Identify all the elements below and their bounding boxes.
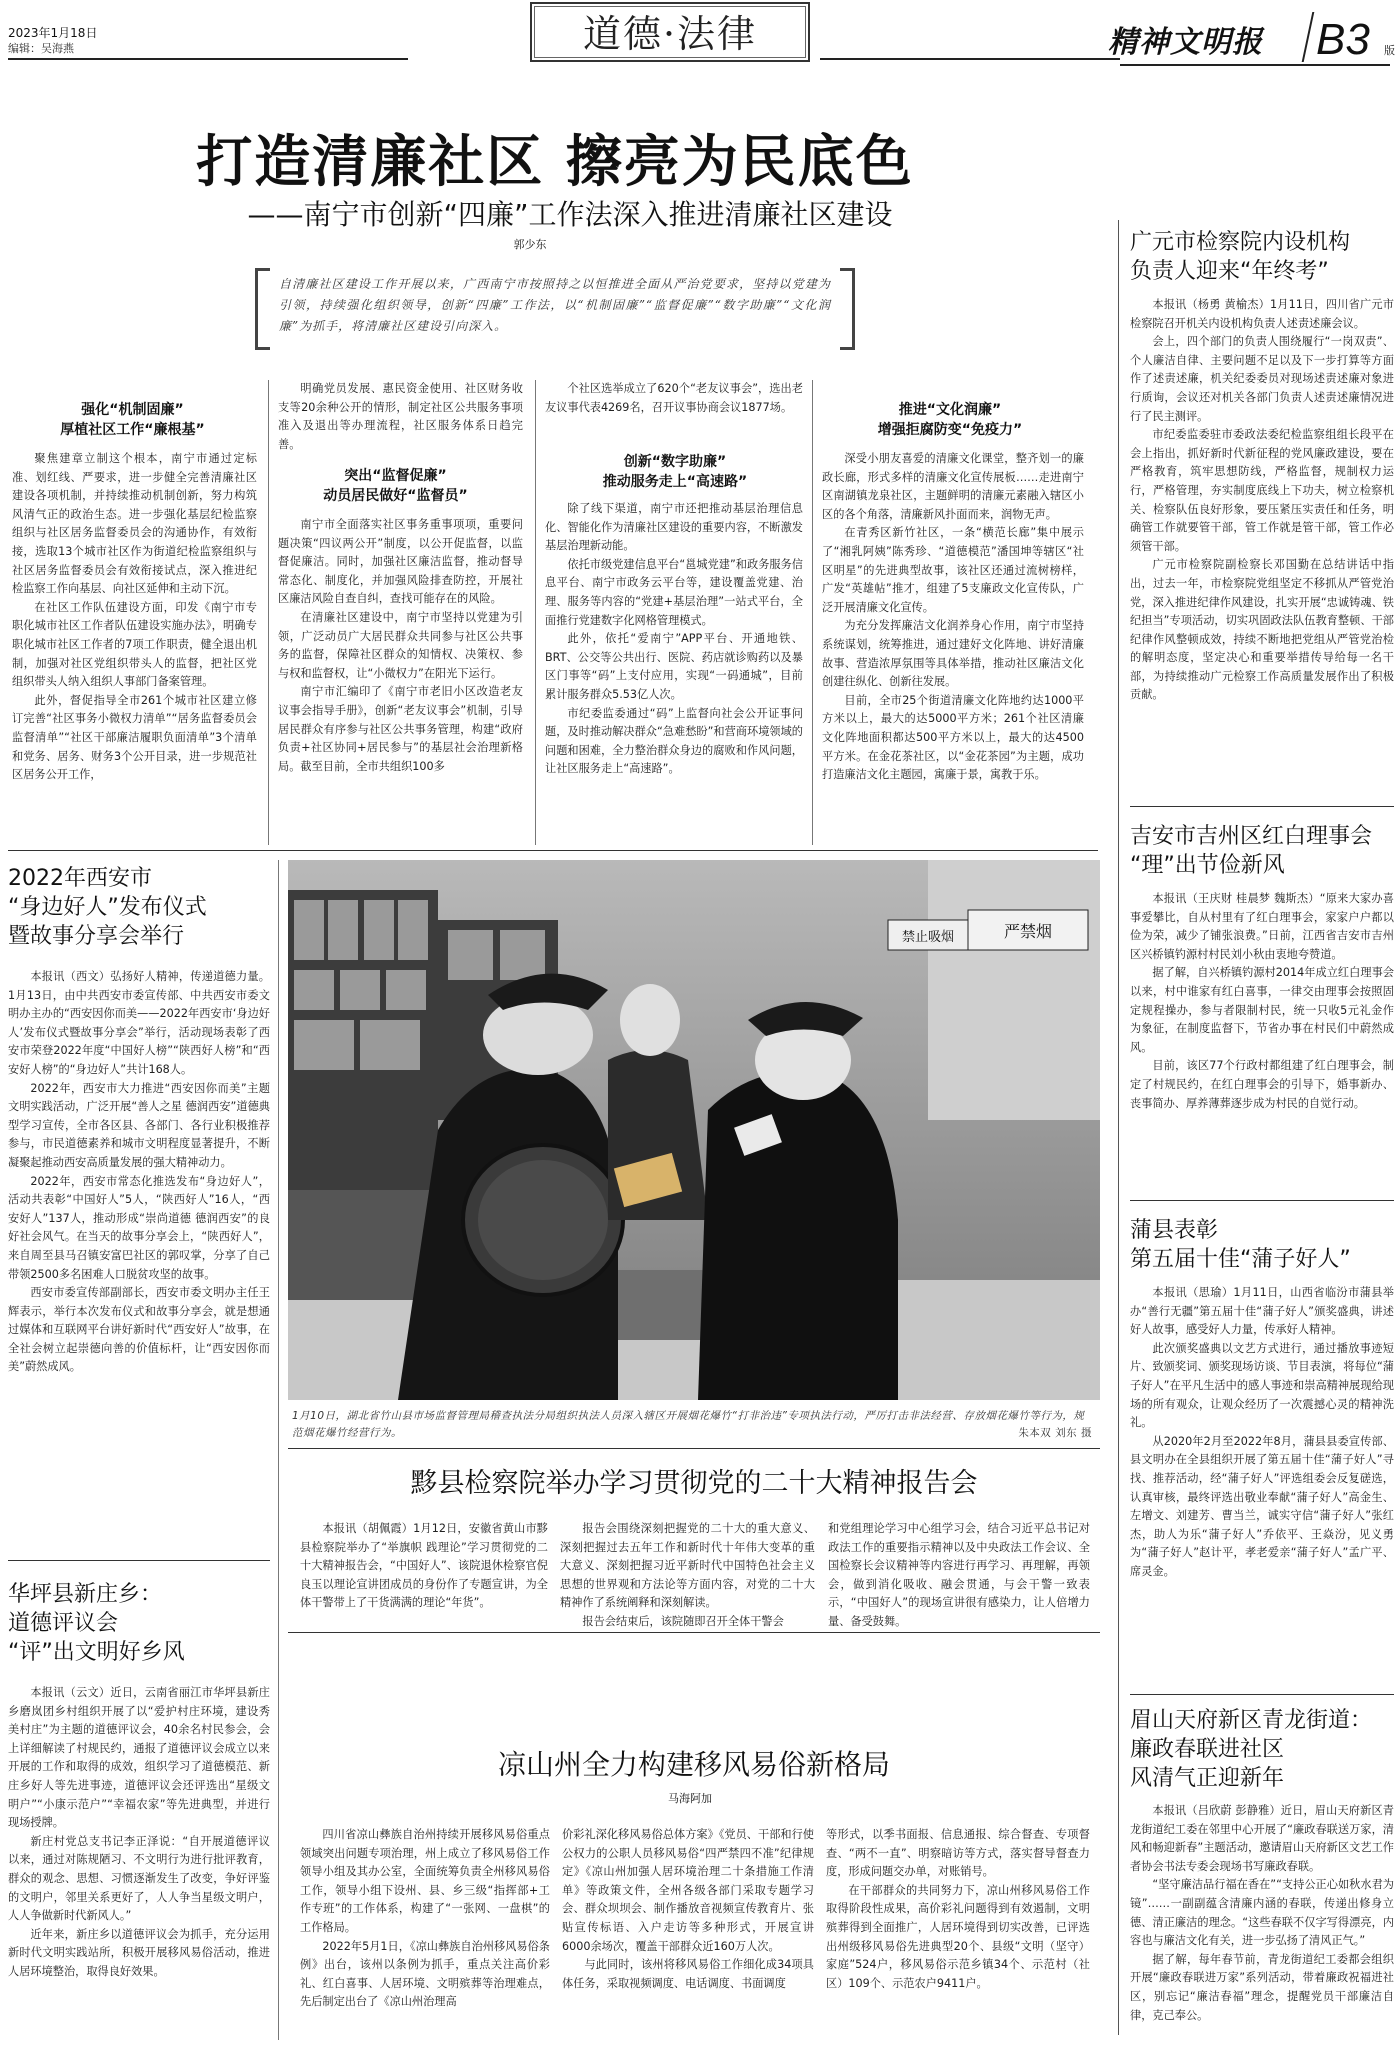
section-name: 道德·法律 <box>582 12 758 56</box>
lead-abstract-box <box>255 268 855 344</box>
article-liangshan-byline: 马海阿加 <box>668 1792 712 1805</box>
brief-body-puxian <box>1130 1284 1394 1686</box>
article-yixian-col3 <box>828 1520 1090 1628</box>
brief-title-line: 廉政春联进社区 <box>1130 1737 1285 1762</box>
brief-title-line: “身边好人”发布仪式 <box>8 895 207 920</box>
brief-title-puxian <box>1130 1216 1392 1274</box>
paragraph: 除了线下渠道，南宁市还把推动基层治理信息化、智能化作为清廉社区建设的重要内容，不断激发基层治理新动能。 <box>545 502 803 553</box>
paragraph: 报告会围绕深刻把握党的二十大的重大意义、深刻把握过去五年工作和新时代十年伟大变革的重大意义、深刻把握习近平新时代中国特色社会主义思想的世界观和方法论等方面内容，对党的二十大精神作了系统阐释和深刻解读。 <box>560 1522 815 1610</box>
photo-sign-text: 禁止吸烟 <box>901 930 955 945</box>
paper-name: 精神文明报 <box>1108 25 1263 60</box>
brief-title-line: 吉安市吉州区红白理事会 <box>1130 824 1373 849</box>
article-yixian-col2 <box>560 1520 815 1628</box>
lead-column-2-top <box>278 380 523 458</box>
brief-title-line: 第五届十佳“蒲子好人” <box>1130 1247 1351 1272</box>
paragraph: 在清廉社区建设中，南宁市坚持以党建为引领，广泛动员广大居民群众共同参与社区公共事务的监督，保障社区群众的知情权、决策权、参与权和监督权，让“小微权力”在阳光下运行。 <box>278 610 523 680</box>
paragraph: 个社区选举成立了620个“老友议事会”，选出老友议事代表4269名，召开议事协商会议1877场。 <box>545 382 803 414</box>
section-head-line: 突出“监督促廉” <box>344 468 447 484</box>
brief-title-jian <box>1130 822 1392 880</box>
lead-column-2 <box>278 516 523 844</box>
photo-caption-text: 1月10日，湖北省竹山县市场监督管理局稽查执法分局组织执法人员深入辖区开展烟花爆竹“打非治违”专项执法行动，严厉打击非法经营、存放烟花爆竹等行为，规范烟花爆竹经营行为。 <box>292 1410 1085 1439</box>
lead-section-head-3 <box>550 452 800 492</box>
paragraph: 此次颁奖盛典以文艺方式进行，通过播放事迹短片、致颁奖词、颁奖现场访谈、节目表演，将每位“蒲子好人”在平凡生活中的感人事迹和崇高精神展现给现场的所有观众，让观众经历了一次震撼心灵的精神洗礼。 <box>1130 1341 1394 1430</box>
paragraph: 在干部群众的共同努力下，凉山州移风易俗工作取得阶段性成果，高价彩礼问题得到有效遏制，文明殡葬得到全面推广，人居环境得到切实改善，已评选出州级移风易俗先进典型20个、县级“文明（坚守）家庭”524户，移风易俗示范乡镇34个、示范村（社区）109个、示范农户9411户。 <box>826 1883 1090 1990</box>
paragraph: 市纪委监委驻市委政法委纪检监察组组长段平在会上指出，抓好新时代新征程的党风廉政建设，要在严格教育，筑牢思想防线，严格监督，规制权力运行，严格管理，夯实制度底线上下功夫，树立检察机关、检察队伍良好形象，要压紧压实责任和任务，明确管工作就要管干部，管工作就是管干部，管工作必须管干部。 <box>1130 428 1394 553</box>
photo-sign-text: 严禁烟 <box>1003 922 1053 941</box>
paragraph: 近年来，新庄乡以道德评议会为抓手，充分运用新时代文明实践站所，积极开展移风易俗活动，推进人居环境整治，取得良好效果。 <box>8 1927 270 1978</box>
lead-section-head-1 <box>30 400 235 440</box>
paragraph: 为充分发挥廉洁文化润养身心作用，南宁市坚持系统谋划，统筹推进，通过建好文化阵地、讲好清廉故事、营造浓厚氛围等具体举措，推动社区廉洁文化创建往纵化、创新往发展。 <box>822 619 1084 689</box>
lead-abstract: 自清廉社区建设工作开展以来，广西南宁市按照持之以恒推进全面从严治党要求，坚持以党建为引领，持续强化组织领导，创新“四廉”工作法，以“机制固廉”“监督促廉”“数字助廉”“文化润廉”为抓手，将清廉社区建设引向深入。 <box>279 277 831 333</box>
brief-title-line: 眉山天府新区青龙街道： <box>1130 1708 1373 1733</box>
brief-body-meishan <box>1130 1802 1394 2040</box>
paragraph: 报告会结束后，该院随即召开全体干警会 <box>582 1614 784 1628</box>
paragraph: 目前，全市25个街道清廉文化阵地约达1000平方米以上，最大的达5000平方米；261个社区清廉文化阵地面积都达500平方米以上，最大的达4500平方米。在金花茶社区，以“金花茶园”为主题，成功打造廉洁文化主题园，寓廉于景，寓教于乐。 <box>822 693 1084 782</box>
paragraph: 在社区工作队伍建设方面，印发《南宁市专职化城市社区工作者队伍建设实施办法》，明确专职化城市社区工作者的7项工作职责，健全退出机制，加强对社区党组织带头人的监督，把社区党组织带头人纳入组织人事部门备案管理。 <box>12 600 257 689</box>
paragraph: 此外，依托“爱南宁”APP平台、开通地铁、BRT、公交等公共出行、医院、药店就诊购药以及暴区门事等“码”上支付应用，实现“一码通城”，目前累计服务群众5.53亿人次。 <box>545 632 803 701</box>
article-yixian-col1 <box>300 1520 548 1620</box>
brief-body-jian <box>1130 890 1394 1190</box>
article-title-liangshan: 凉山州全力构建移风易俗新格局 <box>497 1748 890 1781</box>
paragraph: 广元市检察院副检察长邓国勤在总结讲话中指出，过去一年，市检察院党组坚定不移抓从严管党治党，深入推进纪律作风建设，扎实开展“忠诚铸魂、铁纪担当”专项活动，切实巩固政法队伍教育整顿、干部纪律作风整顿成效，持续不断地把党组从严管党治检的解明态度，坚定决心和重要举措传导给每一名干部，为持续推动广元检察工作高质量发展作出了积极贡献。 <box>1130 558 1394 702</box>
lead-column-4 <box>822 450 1084 844</box>
section-head-line: 增强拒腐防变“免疫力” <box>877 422 1023 438</box>
article-title-yixian: 黟县检察院举办学习贯彻党的二十大精神报告会 <box>410 1468 978 1499</box>
paragraph: 据了解，每年春节前，青龙街道纪工委都会组织开展“廉政春联进万家”系列活动，带着廉政祝福进社区，别忘记“廉洁春福”理念，提醒党员干部廉洁自律，克己奉公。 <box>1130 1952 1394 2022</box>
paragraph: 价彩礼深化移风易俗总体方案》《党员、干部和行使公权力的公职人员移风易俗“四严禁四不准”纪律规定》《凉山州加强人居环境治理二十条措施工作清单》等政策文件，全州各级各部门采取专题学习会、群众坝坝会、制作播放音视频宣传教育片、张贴宣传标语、入户走访等多种形式，开展宣讲6000余场次，覆盖干部群众近160万人次。 <box>562 1828 814 1953</box>
paragraph: 等形式，以季书面报、信息通报、综合督查、专项督查、“两不一直”、明察暗访等方式，落实督导督查力度，形成问题交办单，对账销号。 <box>826 1828 1090 1879</box>
paragraph: 2022年5月1日，《凉山彝族自治州移风易俗条例》出台，该州以条例为抓手，重点关注高价彩礼、红白喜事、人居环境、文明殡葬等治理难点，先后制定出台了《凉山州治理高 <box>300 1939 550 2009</box>
photo-credit: 朱本双 刘东 摄 <box>1018 1427 1092 1439</box>
brief-title-line: “理”出节俭新风 <box>1130 853 1285 878</box>
section-head-line: 强化“机制固廉” <box>81 402 184 418</box>
article-liangshan-col2 <box>562 1826 814 2036</box>
section-head-line: 创新“数字助廉” <box>623 454 727 470</box>
paragraph: 从2020年2月至2022年8月，蒲县县委宣传部、县文明办在全县组织开展了第五届十佳“蒲子好人”寻找、推荐活动，经“蒲子好人”评选组委会反复磋选，认真审核，最终评选出敬业奉献“蒲子好人”高金生、左增文、刘建芳、曹当兰，诚实守信“蒲子好人”张红杰，助人为乐“蒲子好人”乔依平、王焱汾，见义勇为“蒲子好人”赵计平，孝老爱亲“蒲子好人”孟广平、席灵金。 <box>1130 1434 1394 1578</box>
paragraph: “坚守廉洁品行福在香在”“支持公正心如秋水君为镜”……一副副蕴含清廉内涵的春联，传递出修身立德、清正廉洁的理念。“这些春联不仅字写得漂亮，内容也与廉洁文化有关，进一步弘扬了清风正气。” <box>1130 1878 1394 1948</box>
section-head-line: 推进“文化润廉” <box>898 402 1002 418</box>
brief-title-line: 华坪县新庄乡： <box>8 1582 163 1607</box>
section-head-line: 推动服务走上“高速路” <box>602 474 748 490</box>
photo-caption <box>292 1408 1092 1442</box>
lead-section-head-4 <box>825 400 1075 440</box>
paragraph: 西安市委宣传部副部长，西安市委文明办主任王辉表示，举行本次发布仪式和故事分享会，就是想通过媒体和互联网平台讲好新时代“西安好人”故事，在全社会树立起崇德向善的价值标杆，让“西安因你而美”蔚然成风。 <box>8 1286 270 1374</box>
brief-title-meishan <box>1130 1706 1392 1793</box>
paragraph: 2022年，西安市常态化推选发布“身边好人”，活动共表彰“中国好人”5人，“陕西好人”16人，“西安好人”137人，推动形成“崇尚道德 德润西安”的良好社会风气。在当天的故事分享会上，“陕西好人”，来自周至县马召镇安富巴社区的郭叹掌，分享了自己带领2500多名困难人口脱贫攻坚的故事。 <box>8 1174 270 1281</box>
paragraph: 本报讯（西文）弘扬好人精神，传递道德力量。1月13日，由中共西安市委宣传部、中共西安市委文明办主办的“西安因你而美——2022年西安市‘身边好人’发布仪式暨故事分享会”举行，活动现场表彰了西安市荣登2022年度“中国好人榜”“陕西好人榜”和“西安好人榜”的“身边好人”共计168人。 <box>8 970 270 1076</box>
paragraph: 目前，该区77个行政村都组建了红白理事会，制定了村规民约，在红白理事会的引导下，婚事新办、丧事简办、厚养薄葬逐步成为村民的自觉行动。 <box>1130 1059 1394 1110</box>
lead-headline: 打造清廉社区 擦亮为民底色 <box>196 130 914 195</box>
brief-title-line: 负责人迎来“年终考” <box>1130 259 1329 284</box>
lead-column-1 <box>12 450 257 844</box>
paragraph: 和党组理论学习中心组学习会，结合习近平总书记对政法工作的重要指示精神以及中央政法工作会议、全国检察长会议精神等内容进行再学习、再理解，再领会，做到消化吸收、融会贯通，与会干警一致表示，“中国好人”的现场宣讲很有感染力，让人倍增力量、备受鼓舞。 <box>828 1522 1090 1628</box>
brief-title-line: 风清气正迎新年 <box>1130 1766 1285 1791</box>
page-number: B3 <box>1316 15 1370 64</box>
brief-body-guangyuan <box>1130 296 1394 806</box>
article-liangshan-col1 <box>300 1826 550 2036</box>
brief-title-line: “评”出文明好乡风 <box>8 1640 185 1665</box>
article-liangshan-col3 <box>826 1826 1090 2036</box>
paragraph: 依托市级党建信息平台“邕城党建”和政务服务信息平台、南宁市政务云平台等，建设覆盖党建、治理、服务等内容的“党建+基层治理”一站式平台，全面推行党建数字化网格管理模式。 <box>545 557 803 627</box>
paragraph: 本报讯（吕欣蔚 彭静雅）近日，眉山天府新区青龙街道纪工委在邻里中心开展了“廉政春联送万家，清风和畅迎新春”主题活动，邀请眉山天府新区文艺工作者协会书法专委会现场书写廉政春联。 <box>1130 1804 1394 1873</box>
paragraph: 本报讯（云文）近日，云南省丽江市华坪县新庄乡磨岚团乡村组织开展了以“爱护村庄环境，建设秀美村庄”为主题的道德评议会，40余名村民参会，会上详细解读了村规民约，通报了道德评议会成立以来开展的工作和取得的成效，组织学习了道德模范、新庄乡好人等先进事迹，道德评议会还评选出“星级文明户”“小康示范户”“幸福农家”等先进典型，并进行现场授牌。 <box>8 1686 270 1830</box>
paragraph: 新庄村党总支书记李正泽说：“自开展道德评议以来，通过对陈规陋习、不文明行为进行批评教育，群众的观念、思想、习惯逐渐发生了改变，争好评鉴的文明户，邻里关系更好了，人人争当星级文明户，人人争做新时代新风人。” <box>8 1834 270 1923</box>
paragraph: 此外，督促指导全市261个城市社区建立修订完善“社区事务小微权力清单”“居务监督委员会监督清单”“社区干部廉洁履职负面清单”3个清单和党务、居务、财务3个公开目录，进一步规范社区居务公开工作， <box>12 693 257 782</box>
brief-title-line: 道德评议会 <box>8 1611 119 1636</box>
paragraph: 明确党员发展、惠民资金使用、社区财务收支等20余种公开的情形，制定社区公共服务事项准入及退出等办理流程，社区服务体系日趋完善。 <box>278 382 523 451</box>
paragraph: 南宁市全面落实社区事务重事项项，重要问题决策“四议两公开”制度，以公开促监督，以监督促廉洁。同时，加强社区廉洁监督，推动督导常态化、制度化，并加强风险排查防控，开展社区廉洁风险自查自纠，查找可能存在的风险。 <box>278 518 523 606</box>
brief-title-line: 广元市检察院内设机构 <box>1130 230 1351 255</box>
section-head-line: 动员居民做好“监督员” <box>323 488 468 504</box>
paragraph: 本报讯（胡佩霞）1月12日，安徽省黄山市黟县检察院举办了“举旗帜 践理论”学习贯彻党的二十大精神报告会，“中国好人”、该院退休检察官倪良玉以理论宣讲团成员的身份作了专题宣讲，为全体干警带上了干货满满的理论“年货”。 <box>300 1522 548 1610</box>
brief-title-line: 蒲县表彰 <box>1130 1218 1219 1243</box>
paragraph: 四川省凉山彝族自治州持续开展移风易俗重点领域突出问题专项治理，州上成立了移风易俗工作领导小组及其办公室，全面统筹负责全州移风易俗工作，领导小组下设州、县、乡三级“指挥部+工作专班”的工作体系，构建了“一张网、一盘棋”的工作格局。 <box>300 1828 550 1934</box>
page-editor: 编辑：吴海燕 <box>8 42 74 55</box>
issue-date: 2023年1月18日 <box>8 26 98 40</box>
brief-body-huaping <box>8 1684 270 2040</box>
news-photo <box>288 860 1100 1400</box>
lead-section-head-2 <box>278 466 513 506</box>
brief-body-xian <box>8 968 270 1550</box>
brief-title-line: 2022年西安市 <box>8 866 152 891</box>
section-head-line: 厚植社区工作“廉根基” <box>60 422 205 438</box>
news-photo-illustration <box>288 860 1100 1400</box>
page-number-suffix: 版 <box>1384 44 1395 57</box>
paragraph: 本报讯（王庆财 桂晨梦 魏斯杰）“原来大家办喜事爱攀比，自从村里有了红白理事会，家家户户都以俭为荣，减少了铺张浪费。”日前，江西省吉安市吉州区兴桥镇钓源村村民刘小秋由衷地夸赞道。 <box>1130 892 1394 961</box>
section-banner <box>530 2 810 62</box>
paragraph: 市纪委监委通过“码”上监督向社会公开证事问题，及时推动解决群众“急难愁盼”和营商环境领域的问题和困难，全力整治群众身边的腐败和作风问题，让社区服务走上“高速路”。 <box>545 706 803 776</box>
paragraph: 聚焦建章立制这个根本，南宁市通过定标准、划红线、严要求，进一步健全完善清廉社区建设各项机制，并持续推动机制创新，努力构筑风清气正的政治生态。进一步强化基层纪检监察组织与社区居务监督委员会的沟通协作，有效衔接，选取13个城市社区作为街道纪检监察组织与社区居务监督委员会有效衔接试点，深入推进纪检监察工作向基层、向社区延伸和主动下沉。 <box>12 452 257 596</box>
lead-column-3 <box>545 500 803 844</box>
paragraph: 南宁市汇编印了《南宁市老旧小区改造老友议事会指导手册》，创新“老友议事会”机制，引导居民群众有序参与社区公共事务管理，构建“政府负责+社区协同+居民参与”的基层社会治理新格局。截至目前，全市共组织100多 <box>278 685 523 773</box>
paragraph: 深受小朋友喜爱的清廉文化课堂，整齐划一的廉政长廊，形式多样的清廉文化宣传展板……走进南宁区南湖镇龙泉社区，主题鲜明的清廉元素融入辖区小区的各个角落，清廉新风扑面而来，润物无声。 <box>822 452 1084 521</box>
brief-title-guangyuan <box>1130 228 1390 286</box>
paragraph: 在青秀区新竹社区，一条“横范长廊”集中展示了“湘乳阿姨”陈秀珍、“道德模范”潘国坤等辖区“社区明星”的先进典型故事，该社区还通过流树榜样，广发“英雄帖”推才，组建了5支廉政文化宣传队，广泛开展清廉文化宣传。 <box>822 526 1084 614</box>
brief-title-huaping <box>8 1580 268 1667</box>
paragraph: 本报讯（杨勇 黄榆杰）1月11日，四川省广元市检察院召开机关内设机构负责人述责述廉会议。 <box>1130 298 1394 330</box>
paragraph: 本报讯（思瑜）1月11日，山西省临汾市蒲县举办“善行无疆”第五届十佳“蒲子好人”颁奖盛典，讲述好人故事，感受好人力量，传承好人精神。 <box>1130 1286 1394 1337</box>
brief-title-xian <box>8 864 268 951</box>
lead-subheadline: ——南宁市创新“四廉”工作法深入推进清廉社区建设 <box>247 198 893 231</box>
brief-title-line: 暨故事分享会举行 <box>8 924 185 949</box>
paragraph: 2022年，西安市大力推进“西安因你而美”主题文明实践活动，广泛开展“善人之星 德润西安”道德典型学习宣传，全市各区县、各部门、各行业积极推荐参与，市民道德素养和城市文明程度显著提升，不断凝聚起推动西安高质量发展的强大精神动力。 <box>8 1081 270 1169</box>
lead-column-3-top <box>545 380 803 440</box>
paragraph: 据了解，自兴桥镇钓源村2014年成立红白理事会以来，村中谁家有红白喜事，一律交由理事会按照固定规程操办，参与者限制村民，统一只收5元礼金作为象征，在制度监督下，节省办事在村民们中蔚然成风。 <box>1130 966 1394 1054</box>
paragraph: 会上，四个部门的负责人围绕履行“一岗双责”、个人廉洁自律、主要问题不足以及下一步打算等方面作了述责述廉，机关纪委委员对现场述责述廉对象进行质询，会议还对机关各部门负责人述责述廉情况进行了民主测评。 <box>1130 335 1394 423</box>
paragraph: 与此同时，该州将移风易俗工作细化成34项具体任务，采取视频调度、电话调度、书面调度 <box>562 1958 814 1990</box>
lead-byline: 郭少东 <box>513 238 547 251</box>
